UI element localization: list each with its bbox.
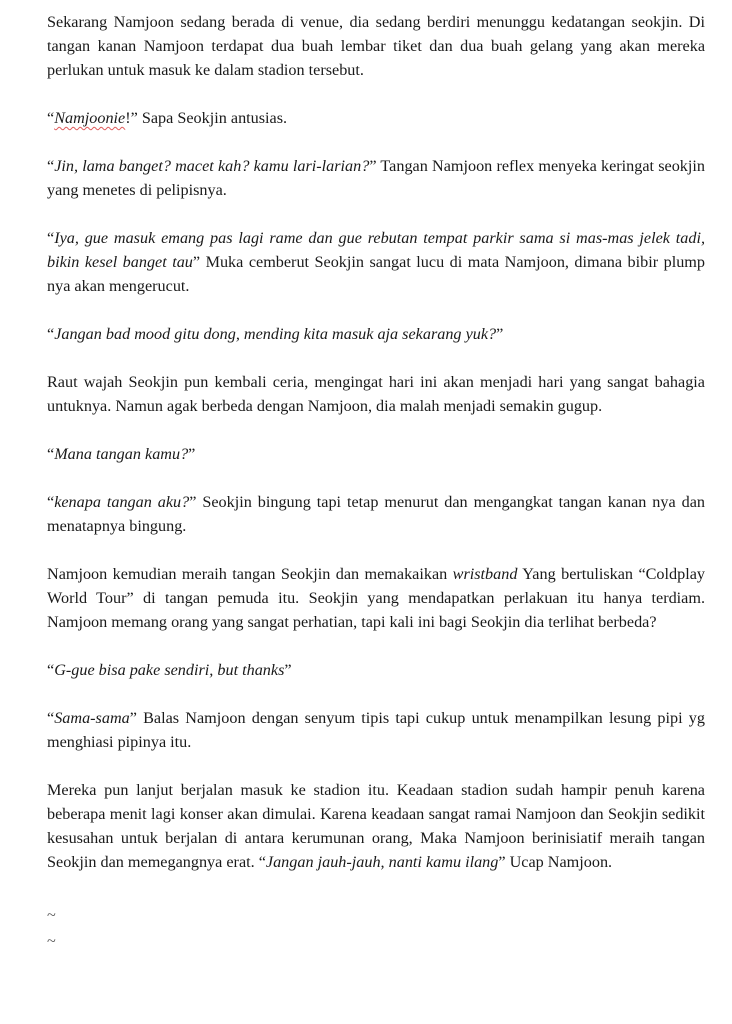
text-run: ” Ucap Namjoon. bbox=[498, 853, 613, 871]
paragraph bbox=[47, 322, 705, 346]
text-run: Raut wajah Seokjin pun kembali ceria, mengingat hari ini akan menjadi hari yang sangat bahagia untuknya. Namun agak berbeda dengan Namjoon, dia malah menjadi semakin gugup. bbox=[47, 373, 705, 415]
scene-break bbox=[47, 902, 705, 954]
paragraph bbox=[47, 562, 705, 634]
story-text bbox=[47, 10, 705, 874]
text-run: ” Tangan Namjoon reflex menyeka keringat seokjin yang menetes di pelipisnya. bbox=[47, 157, 705, 199]
text-run: “ bbox=[47, 325, 55, 343]
italic-run: wristband bbox=[452, 565, 518, 583]
text-run: “ bbox=[47, 493, 55, 511]
text-run: !” Sapa Seokjin antusias. bbox=[125, 109, 288, 127]
text-run: “ bbox=[47, 157, 55, 175]
italic-run: Iya, gue masuk emang pas lagi rame dan gue rebutan tempat parkir sama si mas-mas jelek tadi, bikin kesel banget tau bbox=[47, 229, 705, 271]
paragraph bbox=[47, 154, 705, 202]
paragraph bbox=[47, 442, 705, 466]
text-run: ” bbox=[496, 325, 504, 343]
italic-run: Jin, lama banget? macet kah? kamu lari-larian? bbox=[54, 157, 370, 175]
paragraph bbox=[47, 370, 705, 418]
tilde-separator: ~ bbox=[47, 906, 56, 924]
paragraph bbox=[47, 226, 705, 298]
text-run: ” bbox=[188, 445, 196, 463]
italic-run: Sama-sama bbox=[54, 709, 130, 727]
italic-run: G-gue bisa pake sendiri, but thanks bbox=[54, 661, 285, 679]
paragraph bbox=[47, 706, 705, 754]
text-run: “ bbox=[47, 445, 55, 463]
italic-run: Mana tangan kamu? bbox=[54, 445, 189, 463]
paragraph bbox=[47, 10, 705, 82]
text-run: ” Balas Namjoon dengan senyum tipis tapi cukup untuk menampilkan lesung pipi yg menghiasi pipinya itu. bbox=[47, 709, 705, 751]
italic-run: kenapa tangan aku? bbox=[54, 493, 190, 511]
text-run: “ bbox=[47, 229, 55, 247]
misspelled-word: Namjoonie bbox=[54, 109, 126, 127]
text-run: Mereka pun lanjut berjalan masuk ke stadion itu. Keadaan stadion sudah hampir penuh karena beberapa menit lagi konser akan dimulai. Karena keadaan sangat ramai Namjoon dan Seokjin sedikit kesusahan untuk berjalan di antara kerumunan orang, Maka Namjoon berinisiatif meraih tangan Seokjin dan memegangnya erat. “ bbox=[47, 781, 705, 871]
paragraph bbox=[47, 778, 705, 874]
italic-run: Jangan bad mood gitu dong, mending kita masuk aja sekarang yuk? bbox=[54, 325, 497, 343]
document-body bbox=[47, 10, 705, 954]
text-run: Namjoon kemudian meraih tangan Seokjin dan memakaikan bbox=[47, 565, 453, 583]
tilde-separator: ~ bbox=[47, 932, 56, 950]
text-run: ” bbox=[284, 661, 292, 679]
paragraph bbox=[47, 658, 705, 682]
text-run: ” Muka cemberut Seokjin sangat lucu di mata Namjoon, dimana bibir plump nya akan mengerucut. bbox=[47, 253, 705, 295]
text-run: Sekarang Namjoon sedang berada di venue, dia sedang berdiri menunggu kedatangan seokjin. Di tangan kanan Namjoon terdapat dua buah lembar tiket dan dua buah gelang yang akan mereka perlukan untuk masuk ke dalam stadion tersebut. bbox=[47, 13, 705, 79]
paragraph bbox=[47, 106, 705, 130]
text-run: “ bbox=[47, 109, 55, 127]
text-run: “ bbox=[47, 709, 55, 727]
text-run: “ bbox=[47, 661, 55, 679]
text-run: Yang bertuliskan “Coldplay World Tour” di tangan pemuda itu. Seokjin yang mendapatkan perlakuan itu hanya terdiam. Namjoon memang orang yang sangat perhatian, tapi kali ini bagi Seokjin dia terlihat berbeda? bbox=[47, 565, 705, 631]
paragraph bbox=[47, 490, 705, 538]
italic-run: Jangan jauh-jauh, nanti kamu ilang bbox=[265, 853, 499, 871]
text-run: ” Seokjin bingung tapi tetap menurut dan mengangkat tangan kanan nya dan menatapnya bingung. bbox=[47, 493, 705, 535]
